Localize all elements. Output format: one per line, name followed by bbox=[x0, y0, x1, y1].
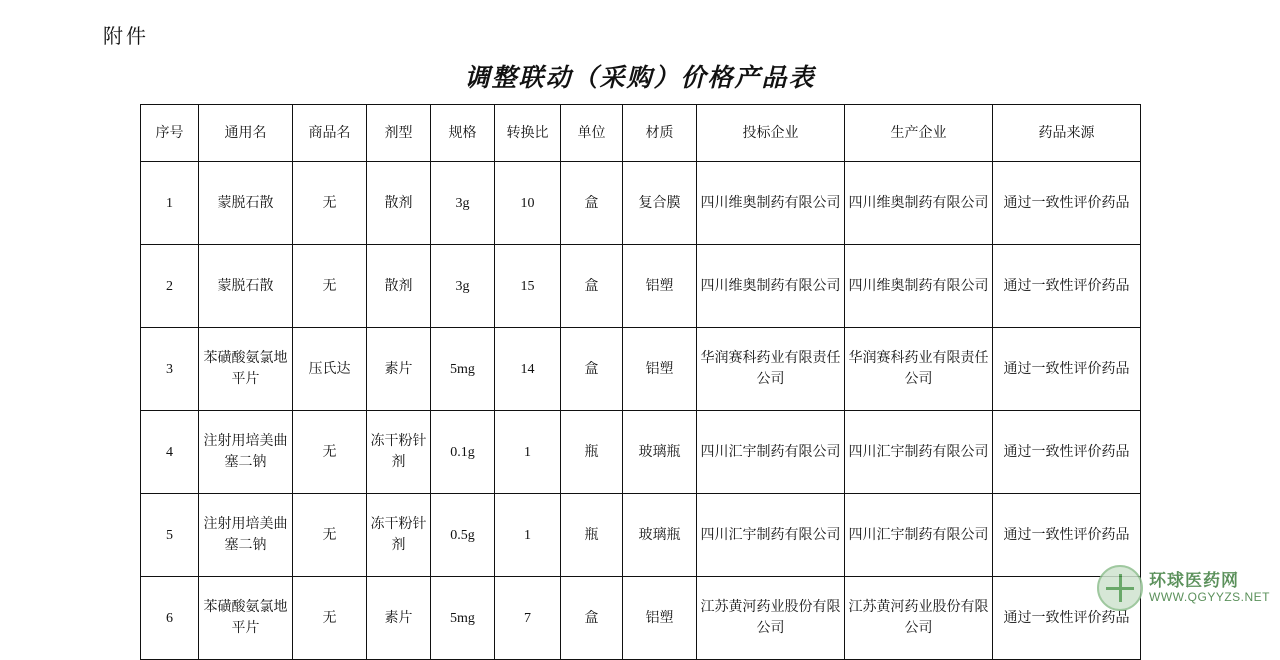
table-row bbox=[141, 162, 1141, 245]
cell-brand-name: 无 bbox=[293, 577, 367, 660]
watermark bbox=[1097, 565, 1270, 611]
cell-unit: 瓶 bbox=[561, 494, 623, 577]
cell-unit: 盒 bbox=[561, 162, 623, 245]
cell-material: 铝塑 bbox=[623, 245, 697, 328]
cell-bidder: 四川汇宇制药有限公司 bbox=[697, 411, 845, 494]
cell-spec: 3g bbox=[431, 245, 495, 328]
column-header-generic-name: 通用名 bbox=[199, 105, 293, 162]
cell-generic-name: 注射用培美曲塞二钠 bbox=[199, 411, 293, 494]
cell-generic-name: 苯磺酸氨氯地平片 bbox=[199, 328, 293, 411]
cell-source: 通过一致性评价药品 bbox=[993, 245, 1141, 328]
cell-dosage-form: 素片 bbox=[367, 577, 431, 660]
cell-brand-name: 无 bbox=[293, 245, 367, 328]
cell-dosage-form: 冻干粉针剂 bbox=[367, 494, 431, 577]
cell-manufacturer: 江苏黄河药业股份有限公司 bbox=[845, 577, 993, 660]
table-row bbox=[141, 494, 1141, 577]
cell-source: 通过一致性评价药品 bbox=[993, 577, 1141, 660]
cell-brand-name: 无 bbox=[293, 411, 367, 494]
cell-manufacturer: 四川汇宇制药有限公司 bbox=[845, 411, 993, 494]
column-header-dosage-form: 剂型 bbox=[367, 105, 431, 162]
cell-spec: 3g bbox=[431, 162, 495, 245]
cell-generic-name: 注射用培美曲塞二钠 bbox=[199, 494, 293, 577]
cell-brand-name: 无 bbox=[293, 494, 367, 577]
cell-brand-name: 无 bbox=[293, 162, 367, 245]
cell-ratio: 1 bbox=[495, 411, 561, 494]
cell-source: 通过一致性评价药品 bbox=[993, 328, 1141, 411]
watermark-site-name: 环球医药网 bbox=[1149, 571, 1239, 591]
cell-material: 复合膜 bbox=[623, 162, 697, 245]
cell-source: 通过一致性评价药品 bbox=[993, 162, 1141, 245]
cell-bidder: 四川汇宇制药有限公司 bbox=[697, 494, 845, 577]
column-header-index: 序号 bbox=[141, 105, 199, 162]
cell-ratio: 15 bbox=[495, 245, 561, 328]
column-header-spec: 规格 bbox=[431, 105, 495, 162]
table-row bbox=[141, 411, 1141, 494]
column-header-bidder: 投标企业 bbox=[697, 105, 845, 162]
column-header-brand-name: 商品名 bbox=[293, 105, 367, 162]
cell-index: 3 bbox=[141, 328, 199, 411]
cell-unit: 盒 bbox=[561, 328, 623, 411]
watermark-text bbox=[1149, 571, 1270, 604]
cell-ratio: 10 bbox=[495, 162, 561, 245]
cell-dosage-form: 散剂 bbox=[367, 162, 431, 245]
cell-unit: 瓶 bbox=[561, 411, 623, 494]
cell-index: 6 bbox=[141, 577, 199, 660]
attachment-label: 附件 bbox=[103, 26, 149, 48]
cell-unit: 盒 bbox=[561, 577, 623, 660]
cell-manufacturer: 华润赛科药业有限责任公司 bbox=[845, 328, 993, 411]
cell-source: 通过一致性评价药品 bbox=[993, 411, 1141, 494]
cell-bidder: 四川维奥制药有限公司 bbox=[697, 162, 845, 245]
cell-bidder: 四川维奥制药有限公司 bbox=[697, 245, 845, 328]
cell-source: 通过一致性评价药品 bbox=[993, 494, 1141, 577]
cell-index: 1 bbox=[141, 162, 199, 245]
table-row bbox=[141, 328, 1141, 411]
cell-ratio: 7 bbox=[495, 577, 561, 660]
cell-unit: 盒 bbox=[561, 245, 623, 328]
cell-material: 玻璃瓶 bbox=[623, 411, 697, 494]
table-row bbox=[141, 577, 1141, 660]
cell-ratio: 14 bbox=[495, 328, 561, 411]
cell-spec: 0.5g bbox=[431, 494, 495, 577]
cell-index: 5 bbox=[141, 494, 199, 577]
cell-index: 4 bbox=[141, 411, 199, 494]
column-header-manufacturer: 生产企业 bbox=[845, 105, 993, 162]
price-table bbox=[140, 104, 1141, 660]
table-row bbox=[141, 245, 1141, 328]
column-header-unit: 单位 bbox=[561, 105, 623, 162]
cell-generic-name: 蒙脱石散 bbox=[199, 245, 293, 328]
cell-bidder: 华润赛科药业有限责任公司 bbox=[697, 328, 845, 411]
cell-brand-name: 压氏达 bbox=[293, 328, 367, 411]
cell-index: 2 bbox=[141, 245, 199, 328]
column-header-ratio: 转换比 bbox=[495, 105, 561, 162]
cell-dosage-form: 散剂 bbox=[367, 245, 431, 328]
cell-dosage-form: 冻干粉针剂 bbox=[367, 411, 431, 494]
cell-spec: 0.1g bbox=[431, 411, 495, 494]
column-header-source: 药品来源 bbox=[993, 105, 1141, 162]
cell-bidder: 江苏黄河药业股份有限公司 bbox=[697, 577, 845, 660]
cell-generic-name: 蒙脱石散 bbox=[199, 162, 293, 245]
cell-spec: 5mg bbox=[431, 328, 495, 411]
cell-material: 铝塑 bbox=[623, 577, 697, 660]
cell-material: 玻璃瓶 bbox=[623, 494, 697, 577]
watermark-logo-icon bbox=[1097, 565, 1143, 611]
cell-spec: 5mg bbox=[431, 577, 495, 660]
cell-material: 铝塑 bbox=[623, 328, 697, 411]
column-header-material: 材质 bbox=[623, 105, 697, 162]
cell-dosage-form: 素片 bbox=[367, 328, 431, 411]
cell-manufacturer: 四川维奥制药有限公司 bbox=[845, 245, 993, 328]
cell-ratio: 1 bbox=[495, 494, 561, 577]
table-header-row bbox=[141, 105, 1141, 162]
watermark-site-url: WWW.QGYYZS.NET bbox=[1149, 589, 1270, 604]
cell-manufacturer: 四川维奥制药有限公司 bbox=[845, 162, 993, 245]
page-title: 调整联动（采购）价格产品表 bbox=[464, 65, 816, 92]
cell-generic-name: 苯磺酸氨氯地平片 bbox=[199, 577, 293, 660]
cell-manufacturer: 四川汇宇制药有限公司 bbox=[845, 494, 993, 577]
